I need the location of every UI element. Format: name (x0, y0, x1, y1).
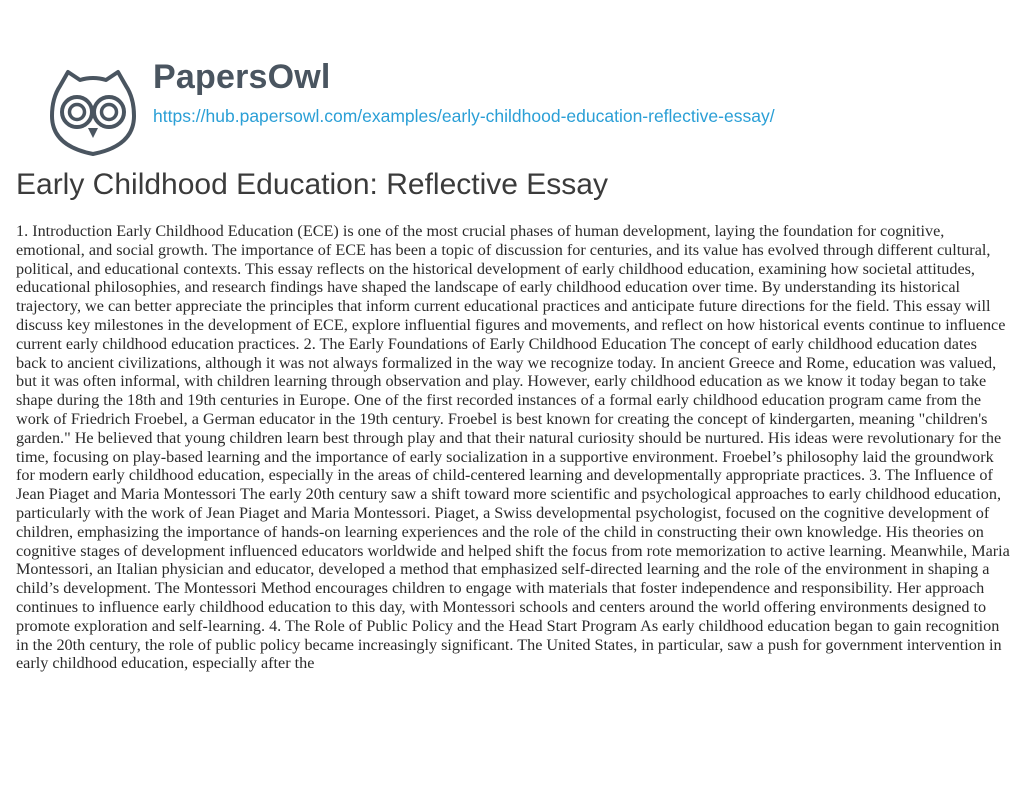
essay-body: 1. Introduction Early Childhood Education (ECE) is one of the most crucial phases of human development, laying the foundation for cognitive, emotional, and social growth. The importance of ECE has been a topic of discussion for centuries, and its value has evolved through different cultural, political, and educational contexts. This essay reflects on the historical development of early childhood education, examining how societal attitudes, educational philosophies, and research findings have shaped the landscape of early childhood education over time. By understanding its historical trajectory, we can better appreciate the principles that inform current educational practices and anticipate future directions for the field. This essay will discuss key milestones in the development of ECE, explore influential figures and movements, and reflect on how historical events continue to influence current early childhood education practices. 2. The Early Foundations of Early Childhood Education The concept of early childhood education dates back to ancient civilizations, although it was not always formalized in the way we recognize today. In ancient Greece and Rome, education was valued, but it was often informal, with children learning through observation and play. However, early childhood education as we know it today began to take shape during the 18th and 19th centuries in Europe. One of the first recorded instances of a formal early childhood education program came from the work of Friedrich Froebel, a German educator in the 19th century. Froebel is best known for creating the concept of kindergarten, meaning "children's garden." He believed that young children learn best through play and that their natural curiosity should be nurtured. His ideas were revolutionary for the time, focusing on play-based learning and the importance of early socialization in a supportive environment. Froebel’s philosophy laid the groundwork for modern early childhood education, especially in the areas of child-centered learning and developmentally appropriate practices. 3. The Influence of Jean Piaget and Maria Montessori The early 20th century saw a shift toward more scientific and psychological approaches to early childhood education, particularly with the work of Jean Piaget and Maria Montessori. Piaget, a Swiss developmental psychologist, focused on the cognitive development of children, emphasizing the importance of hands-on learning experiences and the role of the child in constructing their own knowledge. His theories on cognitive stages of development influenced educators worldwide and helped shift the focus from rote memorization to active learning. Meanwhile, Maria Montessori, an Italian physician and educator, developed a method that emphasized self-directed learning and the role of the environment in shaping a child’s development. The Montessori Method encourages children to engage with materials that foster independence and responsibility. Her approach continues to influence early childhood education to this day, with Montessori schools and centers around the world offering environments designed to promote exploration and self-learning. 4. The Role of Public Policy and the Head Start Program As early childhood education began to gain recognition in the 20th century, the role of public policy became increasingly significant. The United States, in particular, saw a push for government intervention in early childhood education, especially after the (16, 222, 1010, 673)
owl-logo-icon (46, 66, 140, 160)
text-fade-overlay (0, 690, 1024, 786)
site-header (0, 0, 1024, 158)
brand-name: PapersOwl (153, 58, 331, 96)
essay-title: Early Childhood Education: Reflective Essay (16, 168, 608, 201)
source-url-link[interactable]: https://hub.papersowl.com/examples/early-childhood-education-reflective-essay/ (153, 106, 775, 126)
